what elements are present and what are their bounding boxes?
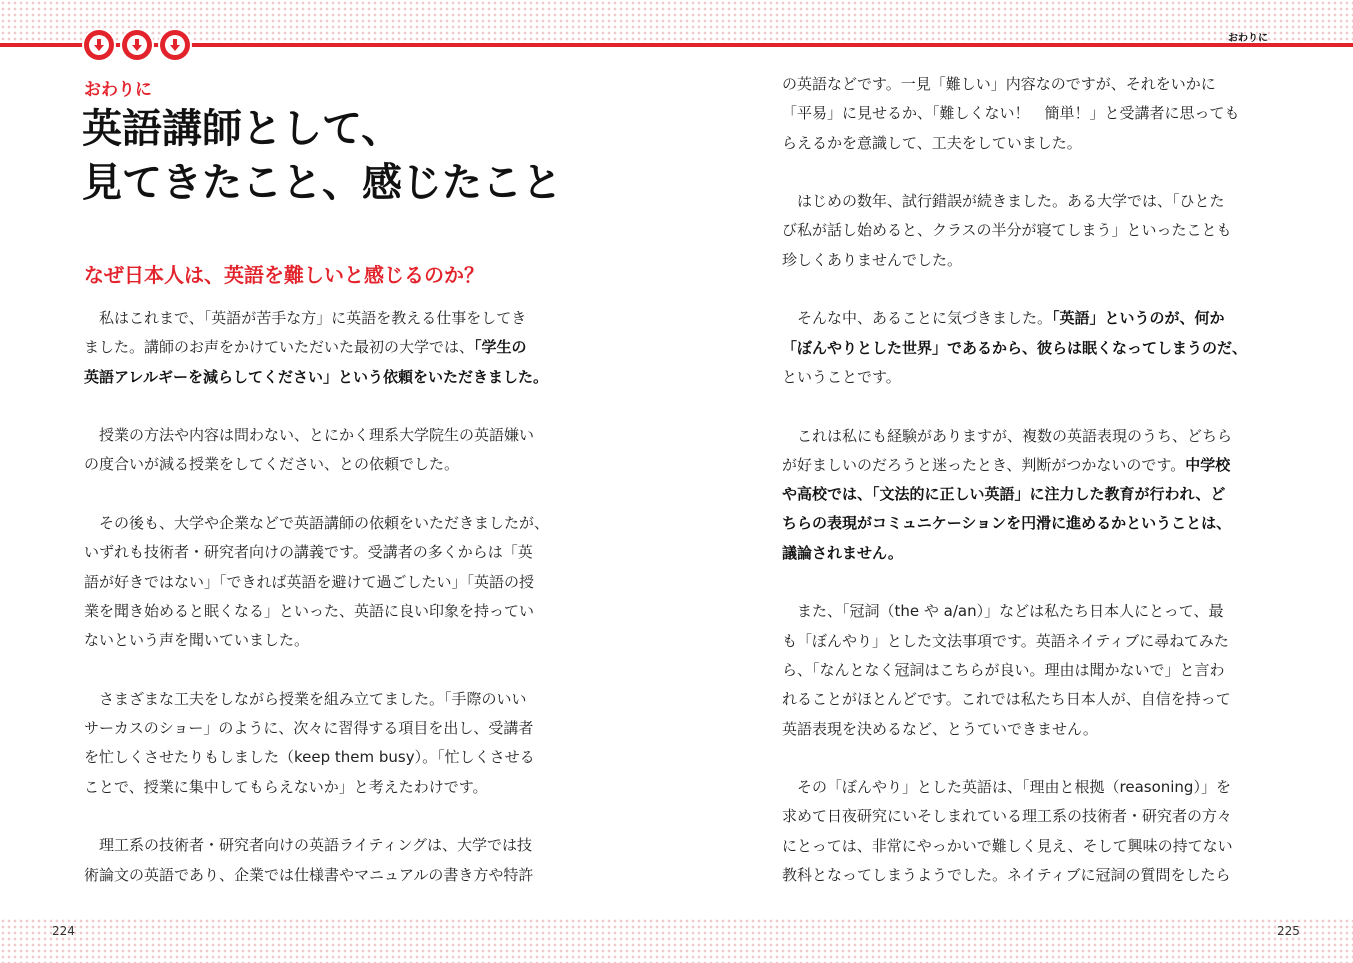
emphasis-text: 「学生の [474,338,527,357]
paragraph [782,304,1277,392]
text-line: はじめの数年、試行錯誤が続きました。ある大学では、「ひとた [782,192,1225,211]
arrow-down-circle-icon [122,30,152,60]
text-line: び私が話し始めると、クラスの半分が寝てしまう」といったことも [782,221,1232,240]
emphasis-text: 中学校 [1185,455,1231,474]
text-line: の英語などです。一見「難しい」内容なのですが、それをいかに [782,75,1216,93]
bottom-dot-band [0,918,1353,963]
text-run: が好ましいのだろうと迷ったとき、判断がつかないのです。 [782,455,1186,474]
emphasis-text: 議論されません。 [782,543,903,562]
text-line: その「ぼんやり」とした英語は、「理由と根拠（reasoning）」を [782,778,1231,797]
text-line: も「ぼんやり」とした文法事項です。英語ネイティブに尋ねてみた [782,631,1229,650]
paragraph [782,422,1277,568]
text-line: 理工系の技術者・研究者向けの英語ライティングは、大学では技 [84,836,533,855]
paragraph [84,685,584,802]
emphasis-text: 「ぼんやりとした世界」であるから、彼らは眠くなってしまうのだ、 [782,338,1248,357]
chapter-title-line: 英語講師として、 [82,106,402,152]
text-run: そんな中、あることに気づきました。 [782,309,1053,328]
running-head: おわりに [1228,33,1268,44]
text-line: にとっては、非常にやっかいで難しく見え、そして興味の持てない [782,836,1233,855]
text-line: いずれも技術者・研究者向けの講義です。受講者の多くからは「英 [84,543,533,562]
top-dot-band [0,0,1353,45]
chapter-title-line: 見てきたこと、感じたこと [82,160,562,206]
text-line: ないという声を聞いていました。 [84,631,310,650]
text-line: の度合いが減る授業をしてください、との依頼でした。 [84,455,460,474]
text-line [782,451,1277,480]
paragraph [84,304,584,392]
text-line: を忙しくさせたりもしました（keep them busy）。「忙しくさせる [84,748,535,767]
text-line: れることがほとんどです。これでは私たち日本人が、自信を持って [782,690,1231,709]
header-rule [0,43,1353,47]
text-line: また、「冠詞（the や a/an）」などは私たち日本人にとって、最 [782,602,1224,621]
emphasis-text: ちらの表現がコミュニケーションを円滑に進めるかということは、 [782,514,1232,533]
text-line: 授業の方法や内容は問わない、とにかく理系大学院生の英語嫌い [84,426,535,445]
paragraph [782,773,1277,890]
text-line [782,304,1277,333]
text-line: サーカスのショー」のように、次々に習得する項目を出し、受講者 [84,719,534,738]
emphasis-text: や高校では、「文法的に正しい英語」に注力した教育が行われ、ど [782,485,1226,504]
page-number-left: 224 [52,924,75,938]
text-line [84,333,584,362]
text-line: ということです。 [782,367,901,386]
paragraph [782,70,1277,158]
arrow-down-circle-icon [84,30,114,60]
text-line: 英語表現を決めるなど、とうていできません。 [782,719,1098,738]
text-line: 業を聞き始めると眠くなる」といった、英語に良い印象を持ってい [84,601,535,620]
emphasis-text: 「英語」というのが、何か [1052,309,1225,328]
text-line [782,480,1277,509]
text-line: 教科となってしまうようでした。ネイティブに冠詞の質問をしたら [782,866,1231,885]
paragraph [84,509,584,655]
text-line [84,363,584,392]
text-line: さまざまな工夫をしながら授業を組み立てました。「手際のいい [84,689,527,708]
text-line: らえるかを意識して、工夫をしていました。 [782,133,1082,152]
text-line: 求めて日夜研究にいそしまれている理工系の技術者・研究者の方々 [782,807,1233,826]
text-line: 「平易」に見せるか、「難しくない！ 簡単！」と受講者に思っても [782,104,1240,123]
right-page-body [782,70,1277,890]
text-line: ら、「なんとなく冠詞はこちらが良い。理由は聞かないで」と言わ [782,660,1225,679]
paragraph [782,597,1277,743]
text-line [782,509,1277,538]
text-line: 術論文の英語であり、企業では仕様書やマニュアルの書き方や特許 [84,865,534,884]
text-run: ました。講師のお声をかけていただいた最初の大学では、 [84,338,475,357]
page-number-right: 225 [1277,924,1300,938]
chapter-title [82,102,562,210]
arrow-down-circle-icon [160,30,190,60]
chapter-label: おわりに [84,80,152,100]
paragraph [84,421,584,480]
text-line: ことで、授業に集中してもらえないか」と考えたわけです。 [84,777,488,796]
paragraph [782,187,1277,275]
paragraph [84,831,584,890]
left-page-body [84,304,584,890]
text-line [782,539,1277,568]
text-line: 語が好きではない」「できれば英語を避けて過ごしたい」「英語の授 [84,572,535,591]
text-line: 珍しくありませんでした。 [782,250,963,269]
text-line: 私はこれまで、「英語が苦手な方」に英語を教える仕事をしてき [84,309,527,327]
text-line: これは私にも経験がありますが、複数の英語表現のうち、どちら [782,426,1233,445]
text-line [782,334,1277,363]
emphasis-text: 英語アレルギーを減らしてください」という依頼をいただきました。 [84,367,549,386]
text-line: その後も、大学や企業などで英語講師の依頼をいただきましたが、 [84,514,550,533]
section-heading: なぜ日本人は、英語を難しいと感じるのか？ [84,263,484,287]
